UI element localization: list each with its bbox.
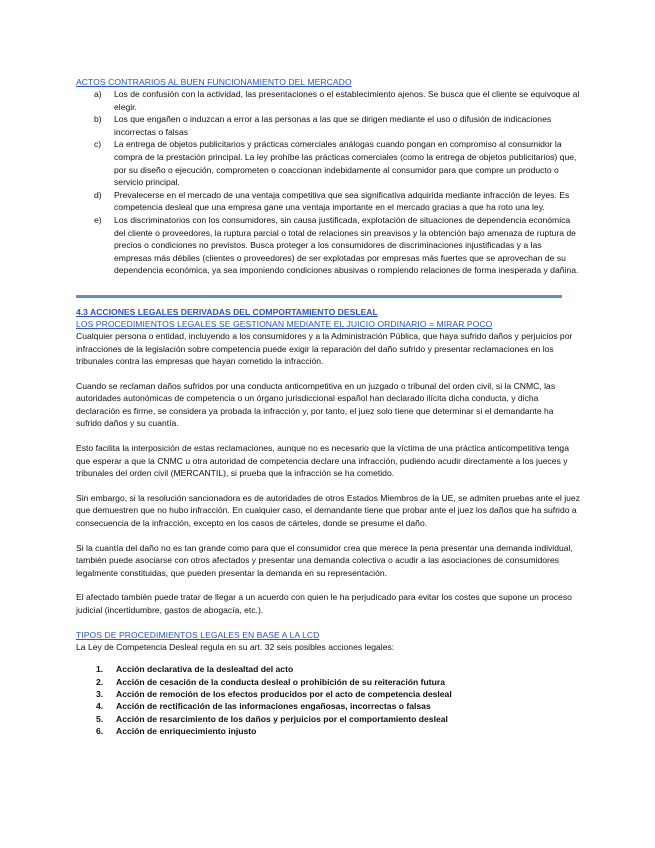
list-marker: c) [94,139,102,150]
list-item [76,214,580,277]
list-marker: e) [94,214,102,225]
spacer [76,617,580,629]
spacer [76,480,580,492]
list-marker: 2. [96,676,104,687]
list-item [76,88,580,113]
list-item [76,713,580,725]
list-item-text: Acción de rectificación de las informaciones engañosas, incorrectas o falsas [116,701,431,712]
paragraph: Cualquier persona o entidad, incluyendo a los consumidores y a la Administración Pública, que haya sufrido daños y perjuicios por infracciones de la legislación sobre competencia puede exigir la reparación del daño sufrido y presentar reclamaciones en los tribunales contra las empresas que hayan cometido la infracción. [76,330,573,367]
section-heading-actos: ACTOS CONTRARIOS AL BUEN FUNCIONAMIENTO DEL MERCADO [76,77,352,87]
document-content [76,76,580,738]
section-heading-acciones: 4.3 ACCIONES LEGALES DERIVADAS DEL COMPORTAMIENTO DESLEAL [76,306,378,317]
list-item [76,688,580,700]
list-marker: 1. [96,664,104,675]
list-item-text: Acción de enriquecimiento injusto [116,726,257,737]
list-item [76,113,580,138]
section-heading-tipos: TIPOS DE PROCEDIMIENTOS LEGALES EN BASE A LA LCD [76,629,320,640]
list-item-text: Los discriminatorios con los consumidores, sin causa justificada, explotación de situaciones de dependencia económica del cliente o proveedores, la ruptura parcial o total de relaciones sin preavisos y la obtención bajo amenaza de ruptura de precios o condiciones no previstos. Busca proteger a los consumidores de discriminaciones injustificadas y a las empresas más débiles (clientes o proveedores) de ser explotadas por empresas más fuertes que se aprovechan de su dependencia económica, ya sea imponiendo condiciones abusivas o rompiendo relaciones de forma inesperada y dañina. [114,214,579,276]
list-item [76,189,580,214]
list-marker: 5. [96,713,104,724]
list-item [76,725,580,737]
spacer [76,530,580,542]
list-item [76,138,580,188]
list-item-text: Los que engañen o induzcan a error a las personas a las que se dirigen mediante el uso o difusión de indicaciones incorrectas o falsas [114,114,552,137]
list-marker: b) [94,114,102,125]
paragraph: Si la cuantía del daño no es tan grande como para que el consumidor crea que merece la pena presentar una demanda individual, también puede asociarse con otros afectados y presentar una demanda colectiva o acudir a las asociaciones de consumidores legalmente constituidas, que pueden presentar la demanda en su representación. [76,542,573,578]
list-marker: a) [94,89,102,99]
list-item-text: Prevalecerse en el mercado de una ventaja competitiva que sea significativa adquirida mediante infracción de leyes. Es competencia desleal que una empresa gane una ventaja importante en el mercado gracias a que ha roto una ley. [114,189,570,213]
list-item-text: Acción de remoción de los efectos producidos por el acto de competencia desleal [116,689,452,699]
list-item [76,663,580,675]
spacer [76,579,580,591]
paragraph: El afectado también puede tratar de llegar a un acuerdo con quien le ha perjudicado para evitar los costes que supone un proceso judicial (incertidumbre, gastos de abogacía, etc.). [76,592,572,615]
list-marker: 6. [96,726,104,737]
paragraph-intro: La Ley de Competencia Desleal regula en su art. 32 seis posibles acciones legales: [76,641,395,652]
list-item [76,700,580,712]
actos-list [76,88,580,277]
paragraph: Esto facilita la interposición de estas reclamaciones, aunque no es necesario que la víctima de una práctica anticompetitiva tenga que esperar a que la CNMC u otra autoridad de competencia declare una infracción, pudiendo acudir directamente a los jueces y tribunales del orden civil (MERCANTIL), si prueba que la infracción se ha cometido. [76,443,569,479]
list-marker: 3. [96,689,104,699]
list-item-text: Acción de resarcimiento de los daños y perjuicios por el comportamiento desleal [116,713,448,724]
acciones-list [76,663,580,737]
subheading-procedimientos: LOS PROCEDIMIENTOS LEGALES SE GESTIONAN MEDIANTE EL JUICIO ORDINARIO = MIRAR POCO [76,318,493,329]
section-divider [76,295,562,298]
list-item-text: Acción declarativa de la deslealtad del acto [116,664,294,675]
paragraph: Cuando se reclaman daños sufridos por una conducta anticompetitiva en un juzgado o tribunal del orden civil, si la CNMC, las autoridades autonómicas de competencia o un órgano jurisdiccional español han declarado ilícita dicha conducta, y dicha declaración es firme, se considera ya probada la infracción y, por tanto, el juez solo tiene que determinar si el demandante ha sufrido daños y su cuantía. [76,380,556,429]
paragraph: Sin embargo, si la resolución sancionadora es de autoridades de otros Estados Miembros de la UE, se admiten pruebas ante el juez que demuestren que no hubo infracción. En cualquier caso, el demandante tiene que probar ante el juez los daños que ha sufrido a consecuencia de la infracción, excepto en los casos de cárteles, donde se presume el daño. [76,492,580,529]
list-item-text: La entrega de objetos publicitarios y prácticas comerciales análogas cuando pongan en compromiso al consumidor la compra de la prestación principal. La ley prohíbe las prácticas comerciales (como la entrega de objetos publicitarios) que, por su diseño o ejecución, comprometen o coaccionan indebidamente al consumidor para que compre un producto o servicio principal. [114,139,577,188]
spacer [76,430,580,442]
list-item-text: Acción de cesación de la conducta desleal o prohibición de su reiteración futura [116,676,446,687]
list-item-text: Los de confusión con la actividad, las presentaciones o el establecimiento ajenos. Se busca que el cliente se equivoque al elegir. [114,89,580,112]
list-marker: 4. [96,701,104,712]
list-item [76,676,580,688]
spacer [76,368,580,380]
list-marker: d) [94,189,102,200]
